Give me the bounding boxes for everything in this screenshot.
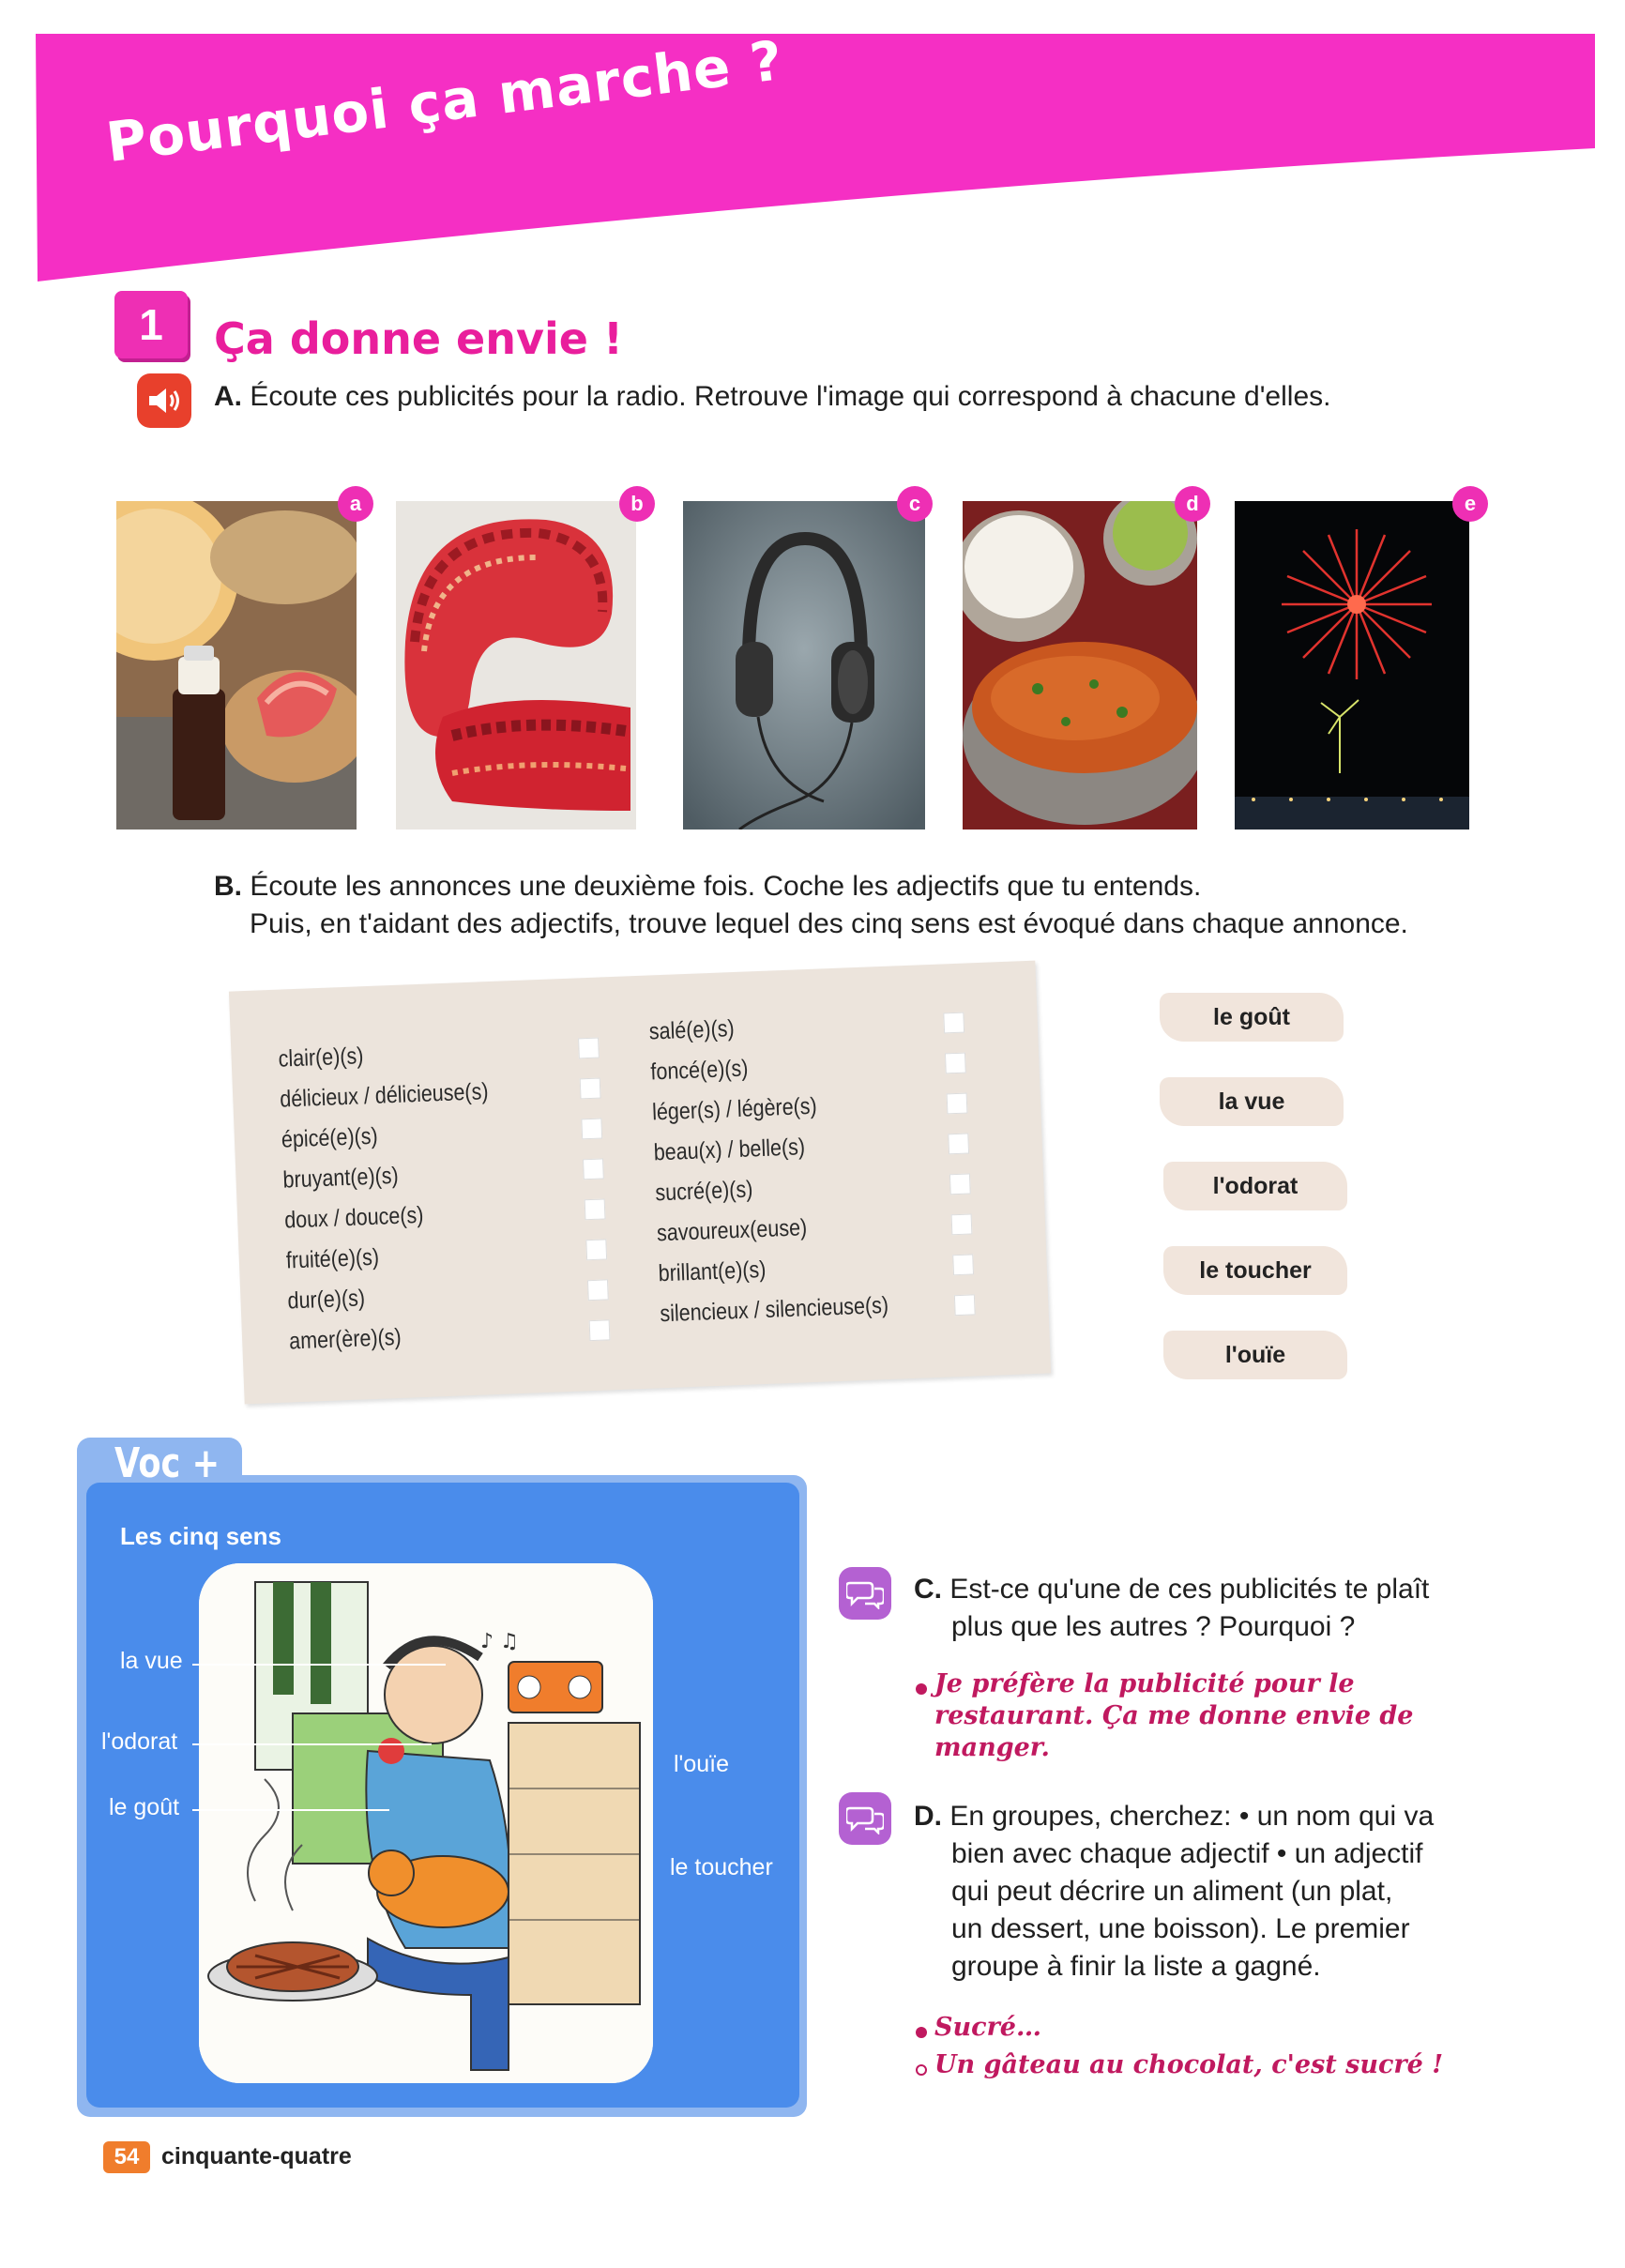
example-c-line2: restaurant. Ça me donne envie de — [934, 1701, 1414, 1730]
instruction-b-label: B. — [214, 871, 242, 902]
photo-fireworks[interactable] — [1235, 501, 1469, 830]
discussion-icon — [839, 1567, 891, 1620]
instruction-a-text: Écoute ces publicités pour la radio. Retrouve l'image qui correspond à chacune d'elles. — [250, 381, 1331, 412]
adjective-checkbox[interactable] — [585, 1239, 607, 1260]
question-d-line2: bien avec chaque adjectif • un adjectif — [951, 1838, 1423, 1869]
photo-grapefruit-essential-oil[interactable] — [116, 501, 357, 830]
adjective-item: silencieux / silencieuse(s) — [659, 1291, 889, 1328]
page-number-words: cinquante-quatre — [161, 2143, 352, 2169]
photo-headphones[interactable] — [683, 501, 925, 830]
voc-title: Les cinq sens — [120, 1522, 281, 1550]
adjective-checkbox[interactable] — [952, 1254, 974, 1275]
adjective-checkbox[interactable] — [951, 1213, 973, 1235]
voc-label-odorat: l'odorat — [101, 1728, 178, 1755]
speaker-icon[interactable] — [137, 373, 191, 428]
example-bullet — [916, 2027, 927, 2038]
photo-red-cushion[interactable] — [396, 501, 636, 830]
example-c-line1: Je préfère la publicité pour le — [934, 1669, 1355, 1698]
adjective-card — [229, 961, 1051, 1405]
discussion-icon — [839, 1792, 891, 1845]
adjective-checkbox[interactable] — [949, 1173, 971, 1195]
adjective-checkbox[interactable] — [587, 1279, 609, 1301]
question-d-line1 — [914, 1798, 1434, 1835]
photo-letter-e: e — [1452, 486, 1488, 522]
adjective-checkbox[interactable] — [954, 1294, 976, 1316]
adjective-item: amer(ère)(s) — [288, 1323, 402, 1355]
sense-odorat[interactable]: l'odorat — [1163, 1162, 1347, 1210]
voc-label-vue: la vue — [120, 1648, 183, 1674]
adjective-item: foncé(e)(s) — [649, 1055, 749, 1086]
page-title: Pourquoi ça marche ? — [102, 28, 787, 175]
adjective-checkbox[interactable] — [943, 1012, 964, 1034]
instruction-b-line2: Puis, en t'aidant des adjectifs, trouve lequel des cinq sens est évoqué dans chaque annonce. — [250, 908, 1408, 939]
example-c-line3: manger. — [934, 1733, 1050, 1762]
adjective-item: beau(x) / belle(s) — [653, 1134, 806, 1166]
instruction-b-line1 — [214, 867, 1201, 906]
voc-tab-label: Voc + — [114, 1439, 220, 1487]
adjective-item: fruité(e)(s) — [285, 1243, 380, 1274]
sense-ouie[interactable]: l'ouïe — [1163, 1331, 1347, 1379]
section-title: Ça donne envie ! — [214, 313, 623, 364]
adjective-checkbox[interactable] — [581, 1119, 602, 1140]
adjective-checkbox[interactable] — [578, 1038, 600, 1059]
voc-label-toucher: le toucher — [670, 1854, 773, 1880]
adjective-checkbox[interactable] — [948, 1134, 969, 1155]
question-d-line4: un dessert, une boisson). Le premier — [951, 1913, 1410, 1944]
question-d-text: En groupes, cherchez: • un nom qui va — [949, 1801, 1435, 1832]
adjective-item: délicieux / délicieuse(s) — [279, 1078, 489, 1113]
question-c-text: Est-ce qu'une de ces publicités te plaît — [949, 1574, 1430, 1605]
photo-curry-rice[interactable] — [963, 501, 1197, 830]
svg-text:♪ ♫: ♪ ♫ — [480, 1630, 519, 1653]
sense-vue[interactable]: la vue — [1160, 1077, 1344, 1126]
example-d-line1: Sucré… — [934, 2013, 1041, 2042]
instruction-a-label: A. — [214, 381, 242, 412]
adjective-checkbox[interactable] — [947, 1093, 968, 1115]
adjective-checkbox[interactable] — [945, 1053, 966, 1074]
adjective-checkbox[interactable] — [585, 1198, 606, 1220]
voc-pointer-line — [192, 1664, 446, 1666]
sense-gout[interactable]: le goût — [1160, 993, 1344, 1042]
adjective-checkbox[interactable] — [580, 1078, 601, 1100]
instruction-a — [214, 377, 1330, 417]
adjective-item: sucré(e)(s) — [654, 1176, 753, 1207]
five-senses-illustration — [199, 1563, 653, 2083]
adjective-item: bruyant(e)(s) — [282, 1162, 400, 1194]
voc-pointer-line — [192, 1743, 432, 1745]
voc-label-ouie: l'ouïe — [674, 1751, 729, 1777]
example-d-line2: Un gâteau au chocolat, c'est sucré ! — [934, 2050, 1444, 2079]
adjective-item: dur(e)(s) — [287, 1285, 366, 1315]
adjective-item: savoureux(euse) — [656, 1214, 808, 1247]
adjective-item: léger(s) / légère(s) — [651, 1092, 818, 1126]
adjective-item: brillant(e)(s) — [658, 1256, 767, 1287]
adjective-checkbox[interactable] — [583, 1158, 604, 1180]
photo-letter-b: b — [619, 486, 655, 522]
question-c-line1 — [914, 1571, 1429, 1608]
question-c-label: C. — [914, 1574, 942, 1605]
adjective-item: épicé(e)(s) — [281, 1122, 379, 1153]
question-d-line5: groupe à finir la liste a gagné. — [951, 1951, 1321, 1982]
photo-letter-c: c — [897, 486, 933, 522]
adjective-checkbox[interactable] — [589, 1319, 611, 1341]
adjective-item: doux / douce(s) — [283, 1201, 424, 1234]
example-bullet-open — [916, 2064, 927, 2076]
page-number: 54 — [103, 2141, 150, 2173]
photo-letter-d: d — [1175, 486, 1210, 522]
sense-toucher[interactable]: le toucher — [1163, 1246, 1347, 1295]
example-bullet — [916, 1683, 927, 1695]
instruction-b-text: Écoute les annonces une deuxième fois. Coche les adjectifs que tu entends. — [250, 871, 1202, 902]
voc-label-gout: le goût — [109, 1794, 180, 1820]
photo-letter-a: a — [338, 486, 373, 522]
adjective-item: salé(e)(s) — [648, 1015, 736, 1045]
adjective-item: clair(e)(s) — [278, 1043, 364, 1073]
section-number: 1 — [114, 291, 188, 358]
question-d-label: D. — [914, 1801, 942, 1832]
voc-pointer-line — [192, 1809, 389, 1811]
question-c-line2: plus que les autres ? Pourquoi ? — [951, 1611, 1356, 1642]
question-d-line3: qui peut décrire un aliment (un plat, — [951, 1876, 1393, 1907]
